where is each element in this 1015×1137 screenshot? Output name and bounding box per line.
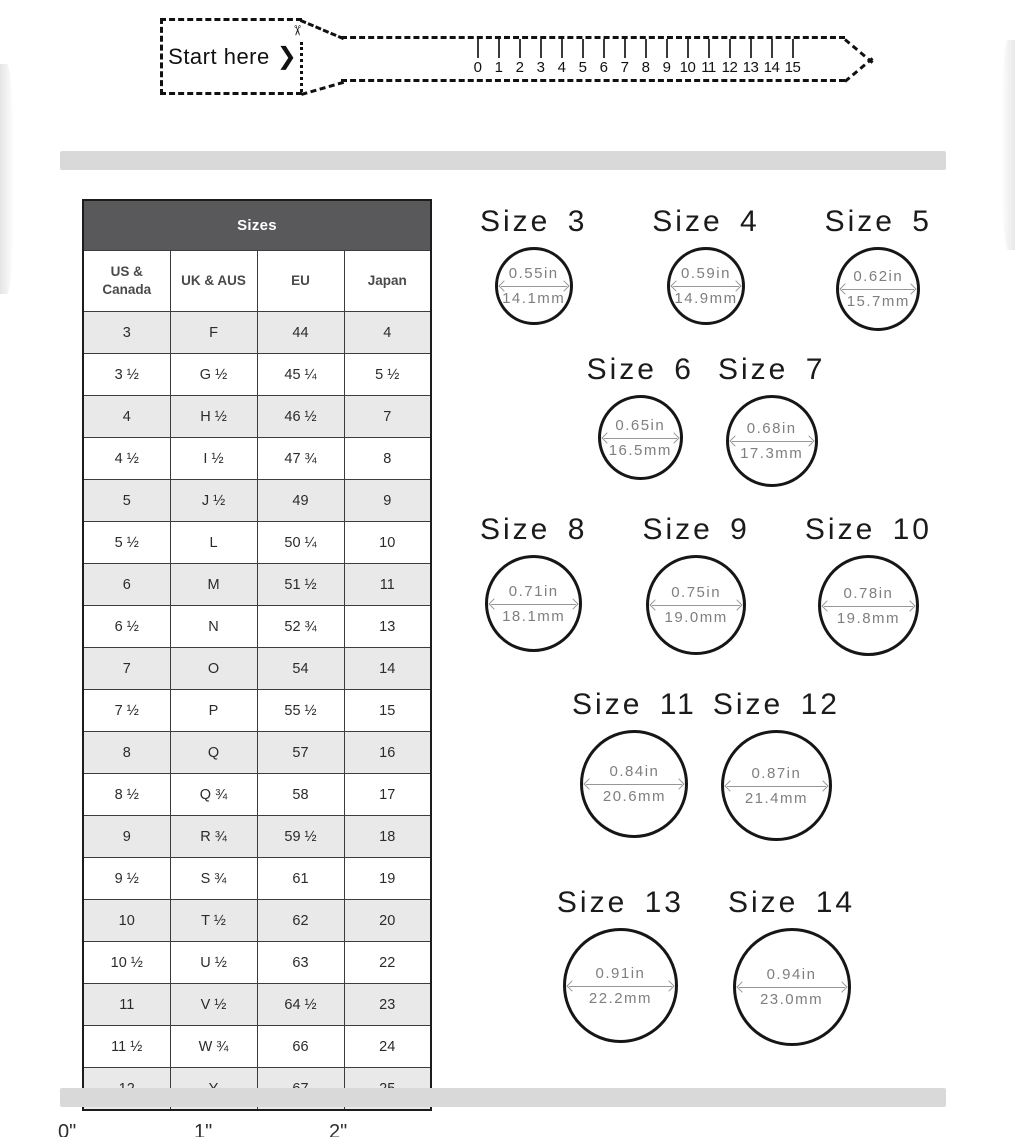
divider-bar-bottom — [60, 1088, 946, 1107]
size-cell: 17 — [344, 774, 431, 816]
ring-size-item — [652, 205, 759, 331]
size-conversion-table — [82, 199, 432, 1111]
size-cell: 62 — [257, 900, 344, 942]
size-cell: 7 ½ — [83, 690, 170, 732]
tick-number: 8 — [641, 59, 650, 76]
diameter-arrow-icon — [727, 786, 826, 787]
size-cell: 47 ¾ — [257, 438, 344, 480]
size-cell: 7 — [83, 648, 170, 690]
size-cell: Q ¾ — [170, 774, 257, 816]
inch-label-2: 2" — [329, 1121, 348, 1137]
size-cell: 11 ½ — [83, 1026, 170, 1068]
size-row — [83, 984, 431, 1026]
tick-number: 9 — [662, 59, 671, 76]
ring-circle — [667, 247, 745, 325]
diameter-mm-label: 21.4mm — [744, 789, 808, 807]
size-cell: 57 — [257, 732, 344, 774]
tick-number: 11 — [701, 59, 716, 76]
diameter-arrow-icon — [586, 784, 682, 785]
ring-size-item — [718, 353, 825, 487]
diameter-mm-label: 19.0mm — [664, 609, 728, 626]
diameter-inches-label: 0.62in — [853, 268, 904, 285]
ring-diagrams — [480, 0, 932, 1100]
ring-size-title: Size 11 — [572, 688, 697, 721]
size-cell: 49 — [257, 480, 344, 522]
size-cell: T ½ — [170, 900, 257, 942]
ring-size-item — [642, 513, 749, 656]
size-cell: 64 ½ — [257, 984, 344, 1026]
diameter-inches-label: 0.78in — [843, 584, 894, 602]
ring-row — [480, 353, 932, 487]
size-row — [83, 354, 431, 396]
page-curl-shadow-left — [0, 64, 14, 294]
diameter-mm-label: 23.0mm — [759, 991, 824, 1008]
size-cell: 50 ¼ — [257, 522, 344, 564]
size-row — [83, 1026, 431, 1068]
diameter-mm-label: 14.1mm — [502, 290, 566, 307]
size-cell: J ½ — [170, 480, 257, 522]
size-row — [83, 606, 431, 648]
size-cell: 61 — [257, 858, 344, 900]
size-row — [83, 438, 431, 480]
size-cell: 4 — [83, 396, 170, 438]
ring-circle — [580, 730, 688, 838]
ring-size-title: Size 8 — [480, 513, 588, 546]
size-cell: 10 — [344, 522, 431, 564]
diameter-inches-label: 0.55in — [508, 265, 559, 282]
size-cell: 20 — [344, 900, 431, 942]
tick-number: 12 — [721, 59, 738, 76]
size-cell: 24 — [344, 1026, 431, 1068]
ring-circle — [818, 555, 919, 656]
ring-row — [480, 513, 932, 656]
strip-funnel-bottom — [301, 81, 344, 96]
diameter-arrow-icon — [652, 605, 740, 606]
ring-row — [480, 688, 932, 841]
size-cell: 15 — [344, 690, 431, 732]
ring-size-item — [587, 353, 694, 487]
size-cell: U ½ — [170, 942, 257, 984]
diameter-inches-label: 0.65in — [615, 416, 666, 434]
size-cell: 54 — [257, 648, 344, 690]
ring-size-title: Size 9 — [642, 513, 750, 546]
ring-circle — [721, 730, 832, 841]
size-cell: 5 — [83, 480, 170, 522]
ring-size-title: Size 3 — [480, 205, 588, 238]
size-cell: 8 — [83, 732, 170, 774]
diameter-inches-label: 0.75in — [671, 584, 722, 601]
diameter-mm-label: 22.2mm — [588, 989, 653, 1007]
diameter-inches-label: 0.91in — [595, 964, 646, 982]
start-here-label: Start here — [168, 43, 270, 69]
size-cell: M — [170, 564, 257, 606]
ring-size-title: Size 13 — [556, 886, 684, 919]
size-row — [83, 942, 431, 984]
size-cell: 6 ½ — [83, 606, 170, 648]
size-cell: 63 — [257, 942, 344, 984]
ring-size-item — [805, 513, 932, 656]
tick-number: 4 — [557, 59, 566, 76]
page-curl-shadow-right — [1001, 40, 1015, 250]
size-cell: 44 — [257, 312, 344, 354]
diameter-inches-label: 0.87in — [751, 764, 802, 782]
size-cell: 9 ½ — [83, 858, 170, 900]
size-row — [83, 480, 431, 522]
start-tab — [160, 18, 302, 95]
size-cell: G ½ — [170, 354, 257, 396]
ring-row — [480, 205, 932, 331]
diameter-inches-label: 0.59in — [681, 265, 731, 282]
size-row — [83, 564, 431, 606]
table-title: Sizes — [83, 200, 431, 251]
diameter-mm-label: 20.6mm — [602, 788, 667, 805]
size-cell: 18 — [344, 816, 431, 858]
diameter-arrow-icon — [842, 289, 914, 290]
ring-size-item — [713, 688, 840, 841]
size-row — [83, 690, 431, 732]
ring-size-title: Size 14 — [728, 886, 856, 919]
column-header-japan: Japan — [344, 251, 431, 312]
ring-circle — [598, 395, 683, 480]
size-cell: 3 — [83, 312, 170, 354]
ring-size-item — [480, 513, 587, 656]
size-row — [83, 816, 431, 858]
ring-size-item — [728, 886, 855, 1046]
size-cell: 9 — [83, 816, 170, 858]
size-cell: S ¾ — [170, 858, 257, 900]
size-cell: O — [170, 648, 257, 690]
size-cell: H ½ — [170, 396, 257, 438]
diameter-mm-label: 14.9mm — [674, 290, 738, 307]
size-cell: F — [170, 312, 257, 354]
size-cell: 23 — [344, 984, 431, 1026]
diameter-mm-label: 17.3mm — [740, 445, 804, 462]
chevron-right-icon: ❯ — [276, 42, 297, 70]
diameter-inches-label: 0.68in — [746, 420, 797, 437]
tick-number: 14 — [763, 59, 780, 76]
size-row — [83, 396, 431, 438]
inch-label-0: 0" — [58, 1121, 77, 1137]
ring-circle — [495, 247, 573, 325]
ring-circle — [726, 395, 818, 487]
size-cell: 4 — [344, 312, 431, 354]
diameter-arrow-icon — [501, 286, 567, 287]
table-title-row — [83, 200, 431, 251]
tick-number: 1 — [494, 59, 503, 76]
size-cell: 7 — [344, 396, 431, 438]
size-cell: 66 — [257, 1026, 344, 1068]
size-cell: 8 — [344, 438, 431, 480]
ring-size-item — [572, 688, 697, 841]
size-cell: N — [170, 606, 257, 648]
column-header-us-canada: US & Canada — [83, 251, 170, 312]
ring-size-item — [480, 205, 587, 331]
column-header-uk-aus: UK & AUS — [170, 251, 257, 312]
diameter-arrow-icon — [673, 286, 739, 287]
diameter-arrow-icon — [824, 606, 913, 607]
size-row — [83, 312, 431, 354]
tick-number: 3 — [536, 59, 545, 76]
size-cell: P — [170, 690, 257, 732]
tick-number: 7 — [620, 59, 629, 76]
size-cell: 52 ¾ — [257, 606, 344, 648]
ring-size-title: Size 10 — [804, 513, 932, 546]
diameter-mm-label: 16.5mm — [608, 441, 672, 459]
ring-size-title: Size 12 — [712, 688, 840, 721]
diameter-mm-label: 15.7mm — [846, 293, 910, 310]
tick-number: 0 — [473, 59, 482, 76]
cut-line — [300, 42, 303, 92]
ring-circle — [485, 555, 582, 652]
ring-circle — [733, 928, 851, 1046]
diameter-mm-label: 19.8mm — [836, 609, 901, 627]
size-cell: 55 ½ — [257, 690, 344, 732]
size-cell: 5 ½ — [344, 354, 431, 396]
ring-circle — [646, 555, 746, 655]
size-cell: 22 — [344, 942, 431, 984]
size-cell: 6 — [83, 564, 170, 606]
diameter-arrow-icon — [732, 441, 812, 442]
size-cell: 8 ½ — [83, 774, 170, 816]
diameter-arrow-icon — [604, 438, 677, 439]
size-cell: 9 — [344, 480, 431, 522]
ring-size-title: Size 5 — [824, 205, 932, 238]
size-cell: 51 ½ — [257, 564, 344, 606]
size-cell: 58 — [257, 774, 344, 816]
size-cell: L — [170, 522, 257, 564]
tick-number: 6 — [599, 59, 608, 76]
ring-circle — [563, 928, 678, 1043]
size-cell: 13 — [344, 606, 431, 648]
size-cell: 11 — [83, 984, 170, 1026]
size-cell: V ½ — [170, 984, 257, 1026]
tick-number: 2 — [515, 59, 524, 76]
ring-size-item — [557, 886, 684, 1046]
size-cell: 45 ¼ — [257, 354, 344, 396]
diameter-inches-label: 0.94in — [766, 966, 817, 983]
size-cell: 59 ½ — [257, 816, 344, 858]
diameter-arrow-icon — [491, 604, 576, 605]
inch-label-1: 1" — [194, 1121, 213, 1137]
size-cell: 4 ½ — [83, 438, 170, 480]
ring-circle — [836, 247, 920, 331]
size-cell: 5 ½ — [83, 522, 170, 564]
diameter-inches-label: 0.71in — [508, 582, 559, 600]
diameter-arrow-icon — [739, 987, 845, 988]
size-row — [83, 774, 431, 816]
size-row — [83, 858, 431, 900]
size-cell: R ¾ — [170, 816, 257, 858]
size-cell: Q — [170, 732, 257, 774]
size-table-body — [83, 312, 431, 1111]
ring-size-item — [825, 205, 932, 331]
size-cell: 14 — [344, 648, 431, 690]
size-row — [83, 522, 431, 564]
size-row — [83, 648, 431, 690]
tick-number: 15 — [784, 59, 801, 76]
tick-number: 5 — [578, 59, 587, 76]
ring-size-title: Size 7 — [718, 353, 826, 386]
ring-size-title: Size 6 — [586, 353, 694, 386]
size-cell: 11 — [344, 564, 431, 606]
size-cell: 46 ½ — [257, 396, 344, 438]
tick-number: 13 — [742, 59, 759, 76]
size-cell: 10 ½ — [83, 942, 170, 984]
column-header-eu: EU — [257, 251, 344, 312]
diameter-arrow-icon — [569, 986, 672, 987]
size-cell: 3 ½ — [83, 354, 170, 396]
size-cell: 16 — [344, 732, 431, 774]
table-column-header-row — [83, 251, 431, 312]
size-cell: W ¾ — [170, 1026, 257, 1068]
ring-size-title: Size 4 — [652, 205, 760, 238]
size-row — [83, 732, 431, 774]
diameter-inches-label: 0.84in — [609, 763, 660, 780]
diameter-mm-label: 18.1mm — [502, 607, 566, 625]
size-cell: 10 — [83, 900, 170, 942]
tick-mark — [477, 39, 479, 58]
ring-row — [480, 886, 932, 1046]
scissors-icon: ✂ — [289, 24, 306, 37]
size-cell: I ½ — [170, 438, 257, 480]
size-cell: 19 — [344, 858, 431, 900]
tick-number: 10 — [679, 59, 696, 76]
strip-funnel-top — [300, 19, 344, 40]
size-row — [83, 900, 431, 942]
